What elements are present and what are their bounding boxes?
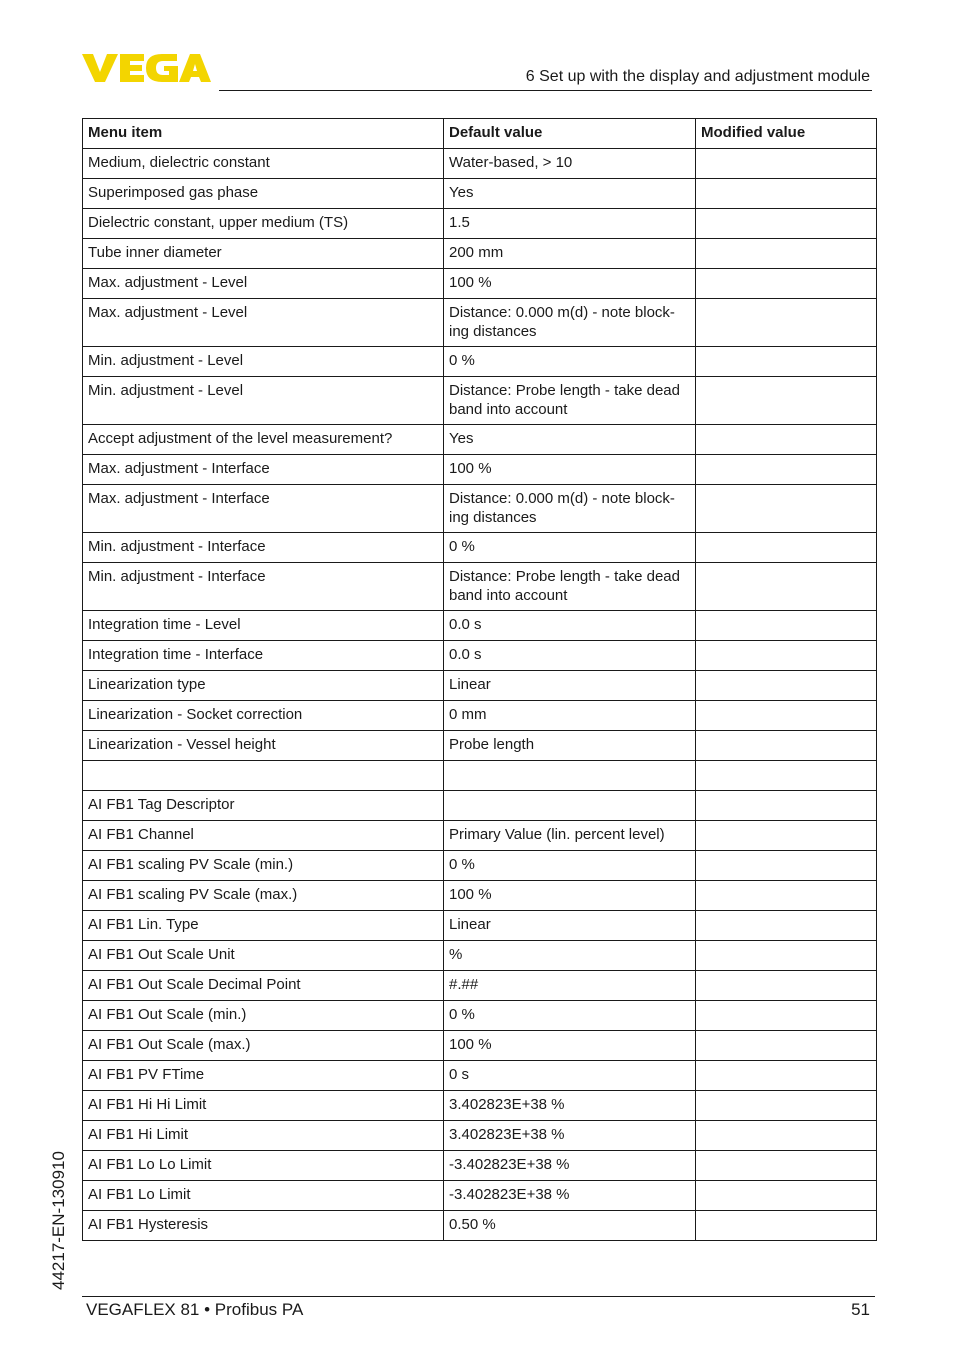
cell-modified-value — [696, 641, 877, 671]
cell-menu-item: Max. adjustment - Interface — [83, 485, 444, 533]
cell-menu-item: Integration time - Level — [83, 611, 444, 641]
table-row — [83, 1001, 877, 1031]
cell-modified-value — [696, 851, 877, 881]
cell-modified-value — [696, 533, 877, 563]
table-row — [83, 821, 877, 851]
table-row — [83, 485, 877, 533]
table-row — [83, 299, 877, 347]
cell-default-value: Linear — [444, 911, 696, 941]
cell-menu-item: Max. adjustment - Interface — [83, 455, 444, 485]
cell-default-value: 0 % — [444, 851, 696, 881]
table-row — [83, 347, 877, 377]
table-row — [83, 1121, 877, 1151]
logo-letter-g — [146, 54, 178, 82]
cell-default-value: Linear — [444, 671, 696, 701]
cell-menu-item: AI FB1 Lin. Type — [83, 911, 444, 941]
cell-menu-item: Linearization - Vessel height — [83, 731, 444, 761]
cell-default-value: 3.402823E+38 % — [444, 1091, 696, 1121]
cell-menu-item: Superimposed gas phase — [83, 179, 444, 209]
table-row — [83, 1061, 877, 1091]
cell-default-value: Yes — [444, 425, 696, 455]
cell-menu-item: AI FB1 Out Scale Decimal Point — [83, 971, 444, 1001]
table-row — [83, 851, 877, 881]
cell-menu-item: Max. adjustment - Level — [83, 269, 444, 299]
cell-default-value: % — [444, 941, 696, 971]
cell-modified-value — [696, 1001, 877, 1031]
logo-letter-e — [120, 54, 144, 82]
table-row — [83, 563, 877, 611]
cell-modified-value — [696, 1061, 877, 1091]
cell-default-value: Primary Value (lin. percent level) — [444, 821, 696, 851]
table-row — [83, 941, 877, 971]
table-row — [83, 611, 877, 641]
cell-default-value: 100 % — [444, 881, 696, 911]
cell-menu-item: Min. adjustment - Interface — [83, 563, 444, 611]
cell-modified-value — [696, 791, 877, 821]
table-row — [83, 377, 877, 425]
cell-modified-value — [696, 881, 877, 911]
table-row — [83, 881, 877, 911]
cell-default-value: 0 % — [444, 347, 696, 377]
cell-default-value: 100 % — [444, 269, 696, 299]
table-row — [83, 239, 877, 269]
cell-menu-item: Min. adjustment - Interface — [83, 533, 444, 563]
cell-modified-value — [696, 821, 877, 851]
cell-modified-value — [696, 425, 877, 455]
cell-modified-value — [696, 239, 877, 269]
cell-modified-value — [696, 299, 877, 347]
cell-modified-value — [696, 149, 877, 179]
cell-modified-value — [696, 971, 877, 1001]
cell-menu-item: AI FB1 Lo Limit — [83, 1181, 444, 1211]
footer-product-name: VEGAFLEX 81 • Profibus PA — [86, 1300, 304, 1319]
cell-menu-item: Min. adjustment - Level — [83, 347, 444, 377]
table-row — [83, 731, 877, 761]
cell-modified-value — [696, 611, 877, 641]
cell-menu-item: AI FB1 Out Scale (max.) — [83, 1031, 444, 1061]
cell-menu-item: Max. adjustment - Level — [83, 299, 444, 347]
cell-default-value: 0 mm — [444, 701, 696, 731]
cell-modified-value — [696, 377, 877, 425]
cell-modified-value — [696, 761, 877, 791]
cell-default-value: -3.402823E+38 % — [444, 1151, 696, 1181]
cell-menu-item: Medium, dielectric constant — [83, 149, 444, 179]
table-row — [83, 911, 877, 941]
column-header-menu-item: Menu item — [83, 119, 444, 149]
cell-modified-value — [696, 563, 877, 611]
cell-menu-item: AI FB1 scaling PV Scale (max.) — [83, 881, 444, 911]
table-row — [83, 1211, 877, 1241]
table-row — [83, 269, 877, 299]
table-row — [83, 1151, 877, 1181]
table-row — [83, 791, 877, 821]
cell-modified-value — [696, 731, 877, 761]
cell-modified-value — [696, 701, 877, 731]
cell-menu-item: AI FB1 PV FTime — [83, 1061, 444, 1091]
cell-menu-item: Accept adjustment of the level measurement? — [83, 425, 444, 455]
cell-menu-item: Linearization type — [83, 671, 444, 701]
cell-menu-item — [83, 761, 444, 791]
table-row — [83, 1031, 877, 1061]
cell-default-value: Probe length — [444, 731, 696, 761]
cell-menu-item: AI FB1 Hi Limit — [83, 1121, 444, 1151]
cell-menu-item: AI FB1 Hysteresis — [83, 1211, 444, 1241]
table-row — [83, 209, 877, 239]
cell-menu-item: Dielectric constant, upper medium (TS) — [83, 209, 444, 239]
table-row — [83, 179, 877, 209]
cell-menu-item: AI FB1 scaling PV Scale (min.) — [83, 851, 444, 881]
cell-default-value: 0 s — [444, 1061, 696, 1091]
footer-divider — [82, 1296, 875, 1297]
cell-default-value: Distance: Probe length - take dead band into account — [444, 563, 696, 611]
vega-logo — [82, 52, 212, 84]
cell-modified-value — [696, 941, 877, 971]
cell-default-value: 0 % — [444, 1001, 696, 1031]
settings-table — [82, 118, 877, 1241]
section-title: 6 Set up with the display and adjustment module — [525, 68, 870, 85]
cell-default-value: Yes — [444, 179, 696, 209]
cell-default-value: Distance: Probe length - take dead band into account — [444, 377, 696, 425]
cell-menu-item: AI FB1 Lo Lo Limit — [83, 1151, 444, 1181]
cell-modified-value — [696, 1151, 877, 1181]
cell-menu-item: AI FB1 Channel — [83, 821, 444, 851]
cell-modified-value — [696, 1181, 877, 1211]
page-number: 51 — [851, 1300, 870, 1319]
cell-default-value: 0.0 s — [444, 611, 696, 641]
cell-default-value — [444, 761, 696, 791]
cell-modified-value — [696, 209, 877, 239]
cell-menu-item: Integration time - Interface — [83, 641, 444, 671]
cell-default-value: 100 % — [444, 455, 696, 485]
cell-modified-value — [696, 1091, 877, 1121]
cell-modified-value — [696, 911, 877, 941]
cell-menu-item: Tube inner diameter — [83, 239, 444, 269]
table-row — [83, 701, 877, 731]
cell-menu-item: AI FB1 Out Scale (min.) — [83, 1001, 444, 1031]
table-row — [83, 1181, 877, 1211]
logo-letter-v — [82, 54, 118, 82]
cell-default-value: Water-based, > 10 — [444, 149, 696, 179]
cell-modified-value — [696, 1031, 877, 1061]
table-header-row — [83, 119, 877, 149]
cell-default-value: 100 % — [444, 1031, 696, 1061]
logo-letter-a — [179, 54, 211, 82]
cell-default-value: 0 % — [444, 533, 696, 563]
cell-default-value: #.## — [444, 971, 696, 1001]
cell-modified-value — [696, 1211, 877, 1241]
table-body — [83, 149, 877, 1241]
cell-modified-value — [696, 347, 877, 377]
cell-menu-item: AI FB1 Out Scale Unit — [83, 941, 444, 971]
cell-menu-item: AI FB1 Tag Descriptor — [83, 791, 444, 821]
document-code: 44217-EN-130910 — [49, 1151, 68, 1290]
cell-menu-item: Min. adjustment - Level — [83, 377, 444, 425]
table-row — [83, 671, 877, 701]
cell-default-value: 200 mm — [444, 239, 696, 269]
cell-default-value: Distance: 0.000 m(d) - note block-ing distances — [444, 299, 696, 347]
table-row — [83, 149, 877, 179]
cell-modified-value — [696, 485, 877, 533]
cell-menu-item: AI FB1 Hi Hi Limit — [83, 1091, 444, 1121]
cell-default-value: 0.50 % — [444, 1211, 696, 1241]
table-row — [83, 761, 877, 791]
cell-modified-value — [696, 1121, 877, 1151]
cell-default-value: 3.402823E+38 % — [444, 1121, 696, 1151]
column-header-default-value: Default value — [444, 119, 696, 149]
table-row — [83, 1091, 877, 1121]
cell-modified-value — [696, 269, 877, 299]
cell-default-value — [444, 791, 696, 821]
cell-modified-value — [696, 671, 877, 701]
table-row — [83, 641, 877, 671]
cell-modified-value — [696, 455, 877, 485]
cell-default-value: 1.5 — [444, 209, 696, 239]
cell-default-value: -3.402823E+38 % — [444, 1181, 696, 1211]
table-row — [83, 971, 877, 1001]
table-row — [83, 533, 877, 563]
header-divider — [219, 90, 872, 91]
table-row — [83, 425, 877, 455]
cell-default-value: Distance: 0.000 m(d) - note block-ing distances — [444, 485, 696, 533]
cell-menu-item: Linearization - Socket correction — [83, 701, 444, 731]
cell-modified-value — [696, 179, 877, 209]
table-row — [83, 455, 877, 485]
column-header-modified-value: Modified value — [696, 119, 877, 149]
cell-default-value: 0.0 s — [444, 641, 696, 671]
